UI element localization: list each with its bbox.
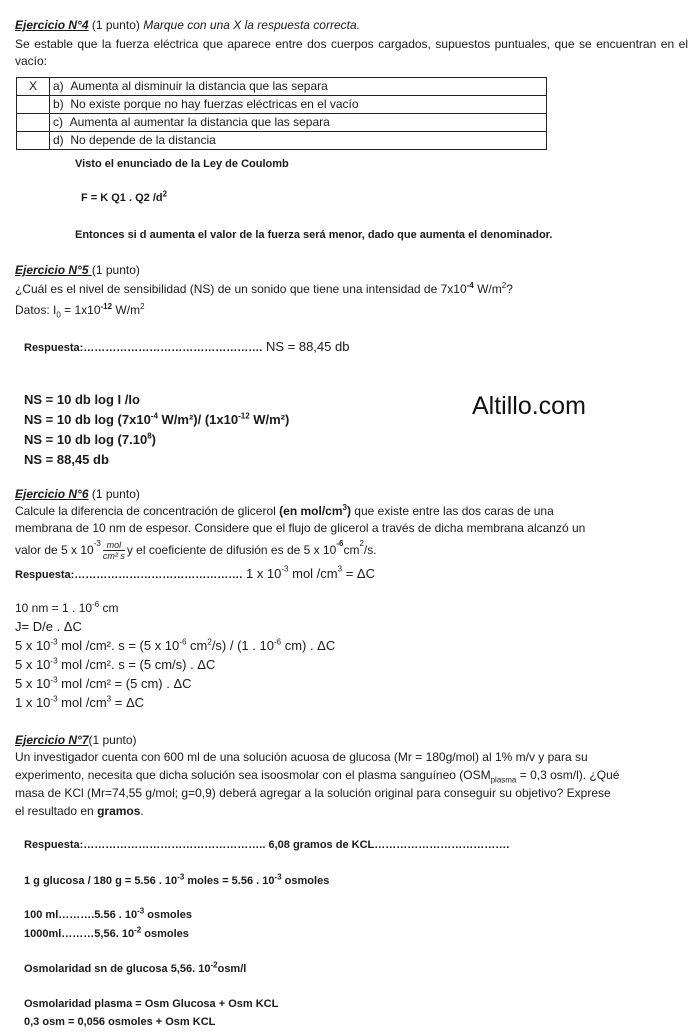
calc-text: mol /cm² = (5 cm) . ΔC <box>57 676 192 691</box>
option-row-d[interactable] <box>17 132 547 150</box>
ex5-answer <box>24 338 349 356</box>
answer-value: mol /cm <box>288 566 338 581</box>
calc-exp: -3 <box>50 637 58 647</box>
answer-exp: -3 <box>281 564 289 574</box>
ex5-points: (1 punto) <box>91 263 140 277</box>
calc-text: W/m²) <box>249 412 290 427</box>
calc-text: NS = 10 db log (7x10 <box>24 412 151 427</box>
ex6-title: Ejercicio N°6 <box>15 487 89 501</box>
ex5-calc1: NS = 10 db log I /Io <box>24 392 140 407</box>
ex6-points: (1 punto) <box>88 487 140 501</box>
ex7-step5: Osmolaridad plasma = Osm Glucosa + Osm KCL <box>24 998 279 1010</box>
calc-exp: -6 <box>179 637 187 647</box>
step-text: osm/l <box>217 963 247 975</box>
data-sub: 0 <box>56 310 61 320</box>
data-exp: 2 <box>140 302 145 311</box>
ex4-note2: Entonces si d aumenta el valor de la fuerza será menor, dado que aumenta el denominador. <box>75 229 553 241</box>
text-bold: gramos <box>97 804 141 818</box>
option-text: Aumenta al aumentar la distancia que las separa <box>69 115 330 129</box>
option-mark-c[interactable] <box>17 114 50 132</box>
calc-exp: -3 <box>50 675 58 685</box>
option-b[interactable] <box>50 96 547 114</box>
text: que existe entre las dos caras de una <box>350 504 554 518</box>
calc-text: = ΔC <box>111 695 145 710</box>
option-text: Aumenta al disminuir la distancia que las separa <box>70 79 328 93</box>
calc-exp: -3 <box>50 694 58 704</box>
step-text: osmoles <box>141 928 189 940</box>
step-exp: -3 <box>137 906 145 916</box>
calc-text: cm) . ΔC <box>281 638 336 653</box>
calc-exp: 3 <box>106 694 112 704</box>
ex6-answer <box>15 565 375 583</box>
calc-text: W/m²)/ (1x10 <box>157 412 239 427</box>
ex6-calc4 <box>15 655 215 674</box>
ex7-line1: Un investigador cuenta con 600 ml de una solución acuosa de glucosa (Mr = 180g/mol) al 1% m/v y para su <box>15 750 588 764</box>
option-row-b[interactable] <box>17 96 547 114</box>
answer-value: NS = 88,45 db <box>262 339 350 354</box>
data-text: Datos: I <box>15 303 57 317</box>
calc-text: cm <box>99 601 119 615</box>
option-text: No existe porque no hay fuerzas eléctricas en el vacío <box>70 97 359 111</box>
step-text: 1000ml………5,56. 10 <box>24 928 135 940</box>
ex5-calc4: NS = 88,45 db <box>24 452 109 467</box>
data-exp: -12 <box>100 302 113 311</box>
ex7-step6: 0,3 osm = 0,056 osmoles + Osm KCL <box>24 1016 216 1028</box>
option-c[interactable] <box>50 114 547 132</box>
option-mark-b[interactable] <box>17 96 50 114</box>
ex6-calc5 <box>15 674 192 693</box>
data-text: = 1x10 <box>60 303 101 317</box>
step-text: Osmolaridad sn de glucosa 5,56. 10 <box>24 963 211 975</box>
calc-exp: -4 <box>150 411 158 421</box>
ex4-title: Ejercicio N°4 <box>15 18 89 32</box>
step-text: 1 g glucosa / 180 g = 5.56 . 10 <box>24 875 178 887</box>
calc-text: 5 x 10 <box>15 676 51 691</box>
answer-label: Respuesta: <box>24 342 84 354</box>
calc-text: 5 x 10 <box>15 657 51 672</box>
calc-exp: -6 <box>273 637 282 647</box>
ex7-step3 <box>24 927 189 942</box>
answer-exp: 3 <box>337 564 343 574</box>
frac-num: mol <box>103 540 125 551</box>
answer-label: Respuesta: <box>15 569 75 581</box>
calc-exp: 8 <box>147 431 152 441</box>
ex7-points: (1 punto) <box>88 733 137 747</box>
calc-text: cm <box>186 638 208 653</box>
calc-text: mol /cm². s = (5 cm/s) . ΔC <box>57 657 216 672</box>
ex7-line3: masa de KCl (Mr=74,55 g/mol; g=0,9) deberá agregar a la solución original para conseguir su objetivo? Exprese <box>15 786 611 800</box>
q-exp: 2 <box>501 281 507 290</box>
answer-dots: ………………………………. <box>374 839 510 851</box>
ex4-formula <box>81 191 167 206</box>
calc-exp: 2 <box>207 637 212 647</box>
ex4-note1: Visto el enunciado de la Ley de Coulomb <box>75 158 289 170</box>
ex6-line1 <box>15 503 688 519</box>
calc-exp: -3 <box>50 656 58 666</box>
option-letter: c) <box>53 115 63 129</box>
ex6-line2: membrana de 10 nm de espesor. Considere que el flujo de glicerol a través de dicha membrana alcanzó un <box>15 521 586 535</box>
ex5-calc3 <box>24 430 156 450</box>
option-a[interactable] <box>50 78 547 96</box>
option-mark-a[interactable]: X <box>17 78 50 96</box>
frac-den: cm² s <box>102 550 125 561</box>
formula-text: F = K Q1 . Q2 /d <box>81 192 163 204</box>
ex7-step2 <box>24 908 192 923</box>
step-text: moles = 5.56 . 10 <box>184 875 275 887</box>
ex4-statement: Se estable que la fuerza eléctrica que aparece entre dos cuerpos cargados, supuestos puntuales, que se encuentran en el vacío: <box>15 37 688 68</box>
calc-text: mol /cm <box>57 695 107 710</box>
sub: plasma <box>490 775 517 785</box>
step-text: osmoles <box>144 909 192 921</box>
ex5-header <box>15 262 140 278</box>
calc-text: ) <box>151 432 156 447</box>
answer-value: 6,08 gramos de KCL <box>265 839 375 851</box>
text: Calcule la diferencia de concentración de glicerol <box>15 504 280 518</box>
calc-text: 10 nm = 1 . 10 <box>15 601 93 615</box>
option-d[interactable] <box>50 132 547 150</box>
text: /s. <box>363 543 377 557</box>
option-row-a[interactable] <box>17 78 547 96</box>
data-text: W/m <box>112 303 141 317</box>
text: valor de 5 x 10 <box>15 543 94 557</box>
text-bold: ) <box>346 504 351 518</box>
ex6-calc1 <box>15 600 119 616</box>
option-letter: a) <box>53 79 64 93</box>
text: = 0,3 osm/l). ¿Qué <box>516 768 620 782</box>
step-exp: -3 <box>177 872 185 882</box>
calc-exp: -12 <box>238 411 250 421</box>
ex7-step1 <box>24 874 329 889</box>
answer-value: 1 x 10 <box>242 566 282 581</box>
answer-value: = ΔC <box>342 566 375 581</box>
calc-text: 5 x 10 <box>15 638 51 653</box>
answer-label: Respuesta: <box>24 839 84 851</box>
ex7-line2 <box>15 767 619 783</box>
answer-dots: ………………………………………. <box>74 569 243 581</box>
calc-text: /s) / (1 . 10 <box>211 638 274 653</box>
q-exp: -4 <box>466 281 474 290</box>
answer-dots: …………………………………………. <box>83 342 263 354</box>
text: el resultado en <box>15 804 98 818</box>
text: experimento, necesita que dicha solución sea isoosmolar con el plasma sanguíneo (OSM <box>15 768 491 782</box>
exp: 3 <box>342 503 347 512</box>
ex4-options-table <box>16 77 547 150</box>
step-exp: -2 <box>134 925 142 935</box>
ex4-header <box>15 17 360 33</box>
option-text: No depende de la distancia <box>70 133 216 147</box>
calc-text: 1 x 10 <box>15 695 51 710</box>
ex4-instruction: Marque con una X la respuesta correcta. <box>143 18 360 32</box>
ex6-line3: valor de 5 x 10 $^{-3}$ $\frac{\text{mol}}{\text{cm² s}}$ y el coeficiente de difusión es de 5 x 10 $^{-6}$ cm $^2$ /s. <box>15 539 377 561</box>
q-text: W/m <box>473 282 502 296</box>
ex6-calc2: J= D/e . ΔC <box>15 619 82 634</box>
calc-text: NS = 10 db log (7.10 <box>24 432 148 447</box>
text: y el coeficiente de difusión es de 5 x 10 <box>126 543 337 557</box>
step-exp: -2 <box>210 960 218 970</box>
text: . <box>140 804 144 818</box>
text: cm <box>343 543 360 557</box>
ex7-line4 <box>15 803 144 819</box>
ex7-title: Ejercicio N°7 <box>15 733 89 747</box>
ex7-header <box>15 732 137 748</box>
calc-text: mol /cm². s = (5 x 10 <box>57 638 180 653</box>
ex5-question <box>15 281 513 297</box>
formula-exp: 2 <box>162 189 168 199</box>
q-text: ? <box>506 282 513 296</box>
option-mark-d[interactable] <box>17 132 50 150</box>
ex7-answer <box>24 838 509 853</box>
watermark: Altillo.com <box>472 392 586 420</box>
ex5-title: Ejercicio N°5 <box>15 263 92 277</box>
step-text: 100 ml……….5.56 . 10 <box>24 909 138 921</box>
ex6-calc3 <box>15 636 335 655</box>
ex4-points: (1 punto) <box>88 18 144 32</box>
calc-exp: -6 <box>92 600 100 609</box>
ex7-step4 <box>24 962 246 977</box>
flux-fraction <box>103 540 125 561</box>
ex5-calc2 <box>24 410 289 430</box>
answer-dots: ………………………………………….. <box>83 839 266 851</box>
option-letter: d) <box>53 133 64 147</box>
option-letter: b) <box>53 97 64 111</box>
step-exp: -3 <box>274 872 282 882</box>
q-text: ¿Cuál es el nivel de sensibilidad (NS) de un sonido que tiene una intensidad de 7x10 <box>15 282 467 296</box>
ex6-calc6 <box>15 693 144 712</box>
ex5-data <box>15 302 145 318</box>
ex6-header <box>15 486 140 502</box>
option-row-c[interactable] <box>17 114 547 132</box>
step-text: osmoles <box>281 875 330 887</box>
text-bold: (en mol/cm <box>279 504 343 518</box>
